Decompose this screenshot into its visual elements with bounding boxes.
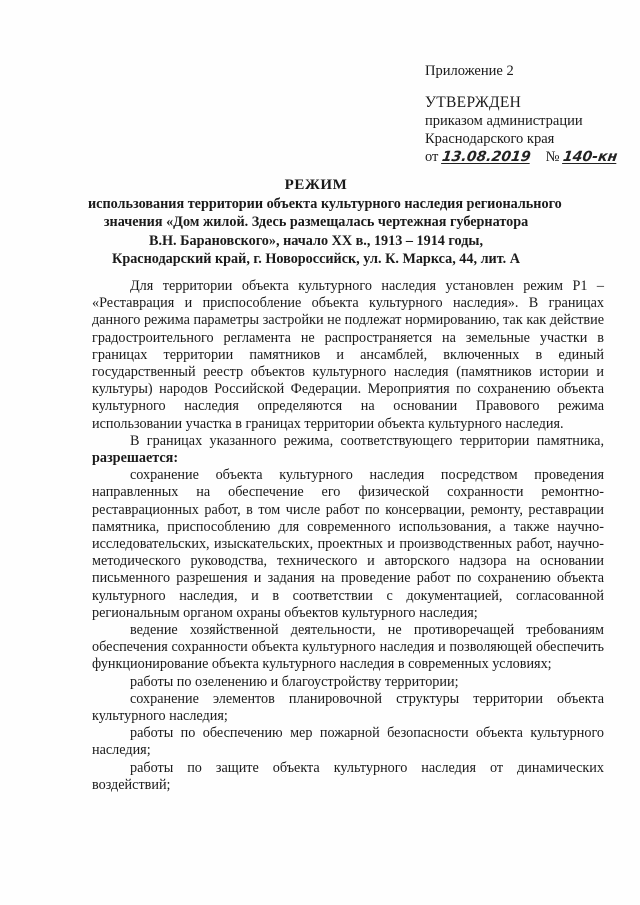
handwritten-number: 140-кн <box>562 149 619 165</box>
paragraph-allowed-intro <box>92 433 604 467</box>
paragraph-regime-r1: Для территории объекта культурного наследия установлен режим Р1 – «Реставрация и приспособление объекта культурного наследия». В границах данного режима параметры застройки не подлежат нормированию, так как действие градостроительного регламента не распространяется на земельные участки в границах территории памятников и ансамблей, включенных в единый государственный реестр объектов культурного наследия (памятников истории и культуры) народов Российской Федерации. Мероприятия по сохранению объекта культурного наследия определяются на основании Правового режима использовании участка в границах территории объекта культурного наследия. <box>92 278 604 432</box>
number-prefix: № <box>545 149 560 165</box>
heading-line: значения «Дом жилой. Здесь размещалась чертежная губернатора <box>103 214 529 230</box>
heading-line: использования территории объекта культурного наследия регионального <box>88 195 562 212</box>
list-item-planning-structure: сохранение элементов планировочной структуры территории объекта культурного наследия; <box>92 690 604 725</box>
approval-title: УТВЕРЖДЕН <box>425 94 522 111</box>
document-body <box>92 278 604 794</box>
allowed-keyword: разрешается: <box>92 450 179 467</box>
document-heading <box>88 176 562 269</box>
approval-line-2: Краснодарского края <box>425 131 555 147</box>
list-item-dynamic-protection: работы по защите объекта культурного наследия от динамических воздействий; <box>92 759 604 793</box>
approval-stamp-block <box>425 94 633 166</box>
heading-title: РЕЖИМ <box>284 177 348 193</box>
list-item-preservation: сохранение объекта культурного наследия посредством проведения направленных на обеспечение его физической сохранности ремонтно-реставрационных работ, в том числе работ по консервации, ремонту, реставрации памятника, приспособлению для современного использования, а также научно-исследовательских, изыскательских, проектных и производственных работ, научно-методического руководства, технического и авторского надзора на основании письменного разрешения и задания на проведение работ по сохранению объекта культурного наследия, и в соответствии с документацией, согласованной региональным органом охраны объектов культурного наследия; <box>92 467 604 621</box>
list-item-fire-safety: работы по обеспечению мер пожарной безопасности объекта культурного наследия; <box>92 725 604 759</box>
approval-line-1: приказом администрации <box>425 113 583 129</box>
handwritten-date: 13.08.2019 <box>440 149 532 165</box>
heading-line: В.Н. Барановского», начало XX в., 1913 – 1914 годы, <box>148 232 483 249</box>
approval-date-line <box>425 148 633 166</box>
appendix-label: Приложение 2 <box>425 63 514 79</box>
date-prefix: от <box>425 149 439 165</box>
list-item-landscaping: работы по озеленению и благоустройству территории; <box>130 673 459 690</box>
list-item-economic-activity: ведение хозяйственной деятельности, не противоречащей требованиям обеспечения сохранности объекта культурного наследия и позволяющей обеспечить функционирование объекта культурного наследия в современных условиях; <box>92 622 604 673</box>
heading-line: Краснодарский край, г. Новороссийск, ул. К. Маркса, 44, лит. А <box>112 251 520 267</box>
allowed-intro-text: В границах указанного режима, соответствующего территории памятника, <box>130 432 604 449</box>
